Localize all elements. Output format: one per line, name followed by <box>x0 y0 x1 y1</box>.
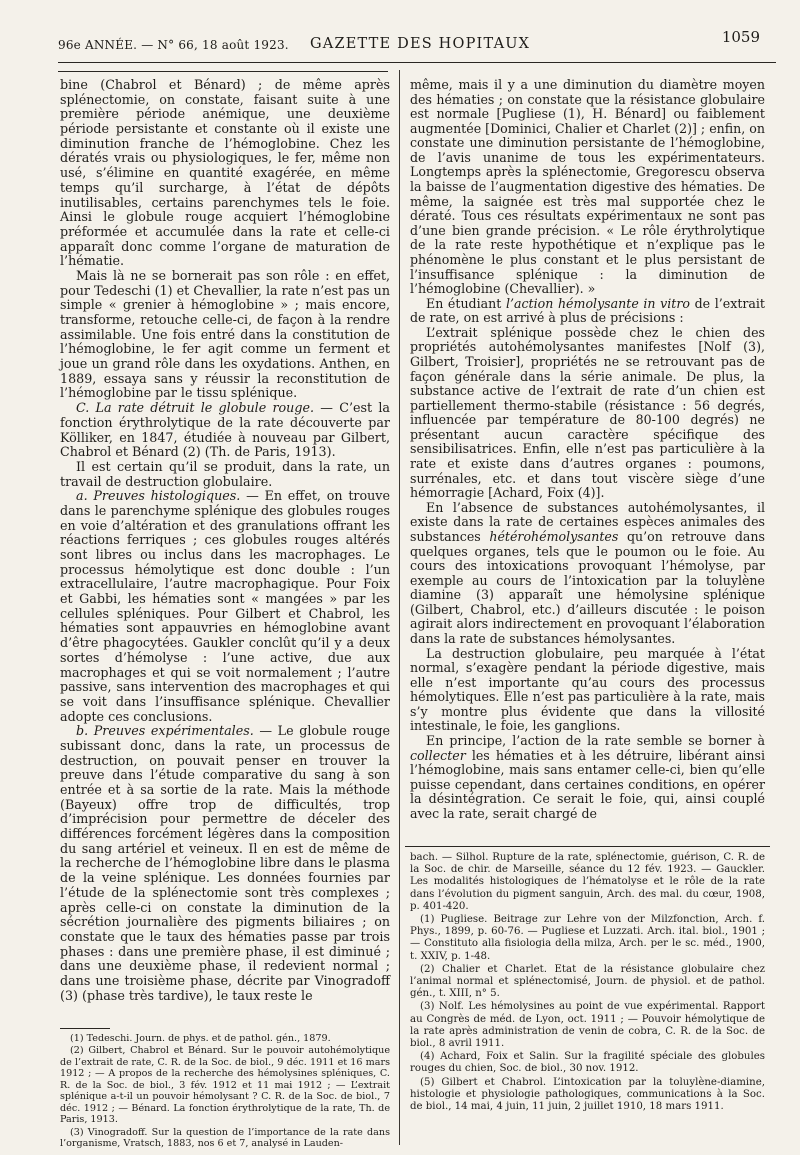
header-rule <box>58 62 776 63</box>
footnote: (5) Gilbert et Chabrol. L’intoxication par la toluylène-diamine, histologie et physiologie pathologiques, communications à la Soc. de biol., 14 mai, 4 juin, 11 juin, 2 juillet 1910, 18 mars 1911. <box>410 1076 765 1113</box>
paragraph: même, mais il y a une diminution du diamètre moyen des hématies ; on constate que la résistance globulaire est normale [Pugliese (1), H. Bénard] ou faiblement augmentée [Dominici, Chalier et Charlet (2)] ; enfin, on constate une diminution persistante de l’hémoglobine, de l’avis unanime de tous les expérimentateurs. Longtemps après la splénectomie, Gregorescu observa la baisse de l’augmentation digestive des hématies. De même, la saignée est très mal supportée chez le dératé. Tous ces résultats expérimentaux ne sont pas d’une bien grande précision. « Le rôle érythrolytique de la rate reste hypothétique et n’explique pas le phénomène le plus constant et le plus persistant de l’insuffisance splénique : la diminution de l’hémoglobine (Chevallier). » <box>410 77 765 297</box>
paragraph: Il est certain qu’il se produit, dans la rate, un travail de destruction globulaire. <box>60 458 390 489</box>
left-column <box>60 78 390 1003</box>
footnote-rule <box>405 846 770 847</box>
section-heading: b. Preuves expérimentales. <box>76 723 254 739</box>
paragraph: bine (Chabrol et Bénard) ; de même après splénectomie, on constate, faisant suite à une première période anémique, une deuxième période persistante et constante où il existe une diminution franche de l’hémoglobine. Chez les dératés vrais ou physiologiques, le fer, même non usé, s’élimine en quantité exagérée, en même temps qu’il surcharge, à l’état de dépôts inutilisables, certains parenchymes tels le foie. Ainsi le globule rouge acquiert l’hémoglobine préformée et accumulée dans la rate et celle-ci apparaît donc comme l’organe de maturation de l’hématie. <box>60 77 390 269</box>
paragraph: En principe, l’action de la rate semble se borner à collecter les hématies et à les détruire, libérant ainsi l’hémoglobine, mais sans entamer celle-ci, bien qu’elle puisse cependant, dans certaines conditions, en opérer la désintégration. Ce serait le foie, qui, ainsi couplé avec la rate, serait chargé de <box>410 733 765 821</box>
footnote: (1) Pugliese. Beitrage zur Lehre von der Milzfonction, Arch. f. Phys., 1899, p. 60-76. — Pugliese et Luzzati. Arch. ital. biol., 1901 ; — Constituto alla fisiologia della milza, Arch. per le sc. méd., 1900, t. XXIV, p. 1-48. <box>410 914 765 962</box>
footnote-rule <box>60 1028 110 1029</box>
page-number: 1059 <box>721 28 760 46</box>
footnote: (2) Gilbert, Chabrol et Bénard. Sur le pouvoir autohémolytique de l’extrait de rate, C. R. de la Soc. de biol., 9 déc. 1911 et 16 mars 1912 ; — A propos de la recherche des hémolysines spléniques, C. R. de la Soc. de biol., 3 fév. 1912 et 11 mai 1912 ; — L’extrait splénique a-t-il un pouvoir hémolysant ? C. R. de la Soc. de biol., 7 déc. 1912 ; — Bénard. La fonction érythrolytique de la rate, Th. de Paris, 1913. <box>60 1045 390 1126</box>
paragraph: L’extrait splénique possède chez le chien des propriétés autohémolysantes manifestes [Nolf (3), Gilbert, Troisier], propriétés ne se retrouvant pas de façon générale dans la série animale. De plus, la substance active de l’extrait de rate d’un chien est partiellement thermo-stabile (résistance : 56 degrés, influencée par température de 80-100 degrés) ne présentant aucun caractère spécifique des sensibilisatrices. Enfin, elle n’est pas particulière à la rate et existe dans d’autres organes : poumons, surrénales, etc. et dans tout viscère siège d’une hémorragie [Achard, Foix (4)]. <box>410 324 765 501</box>
journal-title: GAZETTE DES HOPITAUX <box>310 36 531 52</box>
footnotes-right <box>410 852 765 1114</box>
header-rule-secondary <box>58 71 388 72</box>
column-separator <box>399 70 400 1145</box>
footnotes-left <box>60 1033 390 1151</box>
paragraph: Mais là ne se bornerait pas son rôle : en effet, pour Tedeschi (1) et Chevallier, la rate n’est pas un simple « grenier à hémoglobine » ; mais encore, transforme, retouche celle-ci, de façon à la rendre assimilable. Une fois entré dans la constitution de l’hémoglobine, le fer agit comme un ferment et joue un grand rôle dans les oxydations. Anthen, en 1889, essaya sans y réussir la reconstitution de l’hémoglobine par le tissu splénique. <box>60 267 390 401</box>
paragraph: b. Preuves expérimentales. — Le globule rouge subissant donc, dans la rate, un processus de destruction, on pouvait penser en trouver la preuve dans l’étude comparative du sang à son entrée et à sa sortie de la rate. Mais la méthode (Bayeux) offre trop de difficultés, trop d’imprécision pour permettre de déceler des différences forcément légères dans la composition du sang artériel et veineux. Il en est de même de la recherche de l’hémoglobine libre dans le plasma de la veine splénique. Les données fournies par l’étude de la splénectomie sont très complexes ; après celle-ci on constate la diminution de la sécrétion journalière des pigments biliaires ; on constate que le taux des hématies passe par trois phases : dans une première phase, il est diminué ; dans une deuxième phase, il redevient normal ; dans une troisième phase, décrite par Vinogradoff (3) (phase très tardive), le taux reste le <box>60 723 390 1003</box>
section-heading: a. Preuves histologiques. <box>76 488 241 504</box>
footnote: (2) Chalier et Charlet. Etat de la résistance globulaire chez l’animal normal et splénectomisé, Journ. de physiol. et de pathol. gén., t. XIII, n° 5. <box>410 963 765 1000</box>
footnote: bach. — Silhol. Rupture de la rate, splénectomie, guérison, C. R. de la Soc. de chir. de Marseille, séance du 12 fév. 1923. — Gauckler. Les modalités histologiques de l’hématolyse et le rôle de la rate dans l’évolution du pigment sanguin, Arch. des mal. du cœur, 1908, p. 401-420. <box>410 852 765 912</box>
paragraph: En étudiant l’action hémolysante in vitro de l’extrait de rate, on est arrivé à plus de précisions : <box>410 295 765 326</box>
paragraph: En l’absence de substances autohémolysantes, il existe dans la rate de certaines espèces animales des substances hétérohémolysantes qu’on retrouve dans quelques organes, tels que le poumon ou le foie. Au cours des intoxications provoquant l’hémolyse, par exemple au cours de l’intoxication par la toluylène diamine (3) apparaît une hémolysine splénique (Gilbert, Chabrol, etc.) d’ailleurs discutée : le poison agirait alors indirectement en provoquant l’élaboration dans la rate de substances hémolysantes. <box>410 499 765 646</box>
footnote: (1) Tedeschi. Journ. de phys. et de pathol. gén., 1879. <box>70 1033 331 1044</box>
paragraph: La destruction globulaire, peu marquée à l’état normal, s’exagère pendant la période digestive, mais elle n’est importante qu’au cours des processus hémolytiques. Elle n’est pas particulière à la rate, mais s’y montre plus évidente que dans la villosité intestinale, le foie, les ganglions. <box>410 645 765 734</box>
issue-line: 96e ANNÉE. — N° 66, 18 août 1923. <box>58 38 289 52</box>
section-heading: C. La rate détruit le globule rouge. <box>76 400 315 416</box>
right-column <box>410 78 765 821</box>
footnote: (4) Achard, Foix et Salin. Sur la fragilité spéciale des globules rouges du chien, Soc. de biol., 30 nov. 1912. <box>410 1051 765 1075</box>
footnote: (3) Vinogradoff. Sur la question de l’importance de la rate dans l’organisme, Vratsch, 1883, nos 6 et 7, analysé in Lauden- <box>60 1126 390 1150</box>
footnote: (3) Nolf. Les hémolysines au point de vue expérimental. Rapport au Congrès de méd. de Lyon, oct. 1911 ; — Pouvoir hémolytique de la rate après administration de venin de cobra, C. R. de la Soc. de biol., 8 avril 1911. <box>410 1001 765 1050</box>
paragraph: a. Preuves histologiques. — En effet, on trouve dans le parenchyme splénique des globules rouges en voie d’altération et des granulations offrant les réactions ferriques ; ces globules rouges altérés sont libres ou inclus dans les macrophages. Le processus hémolytique est donc double : l’un extracellulaire, l’autre macrophagique. Pour Foix et Gabbi, les hématies sont « mangées » par les cellules spléniques. Pour Gilbert et Chabrol, les hématies sont appauvries en hémoglobine avant d’être phagocytées. Gaukler conclût qu’il y a deux sortes d’hémolyse : l’une active, due aux macrophages et qui se voit normalement ; l’autre passive, sans intervention des macrophages et qui se voit dans l’insuffisance splénique. Chevallier adopte ces conclusions. <box>60 488 390 724</box>
paragraph: C. La rate détruit le globule rouge. — C’est la fonction érythrolytique de la rate découverte par Kölliker, en 1847, étudiée à nouveau par Gilbert, Chabrol et Bénard (2) (Th. de Paris, 1913). <box>60 400 390 460</box>
running-header <box>58 28 778 58</box>
